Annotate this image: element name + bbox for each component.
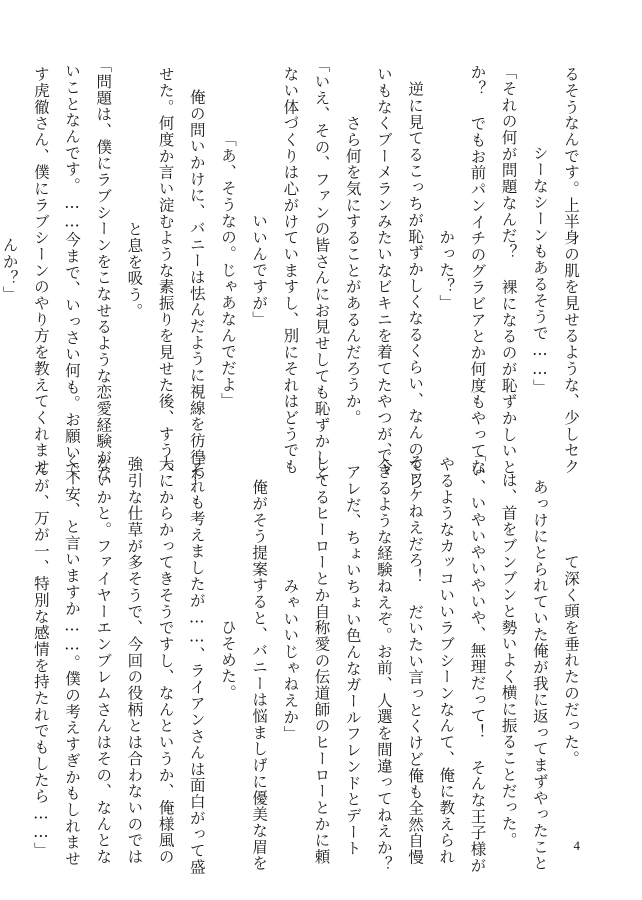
text-line: みゃいいじゃねえか」 [281,578,300,742]
text-line: て深く頭を垂れたのだった。 [562,553,580,767]
text-line: 「それの何が問題なんだ？ 裸になるのが恥ずかしいと [499,64,518,476]
text-line: と息を吸う。 [125,220,144,320]
text-line: せた。何度か言い淀むような素振りを見せた後、すうっ [156,65,175,475]
text-line: やるようなカッコいいラブシーンなんて、俺に教えられ [437,455,456,865]
text-line: 俺がそう提案すると、バニーは悩ましげに優美な眉を [250,479,269,872]
text-line: 大にからかってきそうですし、なんというか、俺様風の [156,455,175,865]
text-line: 俺の問いかけに、バニーは怯んだように視線を彷徨わ [187,89,206,482]
text-line: は、首をブンブンと勢いよく横に振ることだった。 [499,471,518,849]
text-line: す虎徹さん、僕にラブシーンのやり方を教えてくれませ [31,65,50,475]
text-line: あっけにとられていた俺が我に返ってまずやったこと [530,479,549,872]
text-line: か？ でもお前パンイチのグラビアとか何度もやってな [468,64,487,476]
lower-text-column [31,444,580,876]
text-line: さら何を気にすることがあるんだろうか。 [343,114,362,426]
text-line: してるヒーローとか自称愛の伝道師のヒーローとかに頼 [312,455,331,865]
text-line: いいんですが」 [250,212,269,328]
page-number: 4 [573,838,580,853]
text-line: 「あ、そうなの。じゃあなんでだよ」 [218,131,237,409]
text-line: シーなシーンもあるそうで……」 [530,144,549,396]
text-line: 「いえ、その、ファンの皆さんにお見せしても恥ずかしく [312,57,331,483]
text-line: るそうなんです。上半身の肌を見せるような、少しセク [562,65,580,475]
text-line: できるような経験ねえぞ。お前、人選を間違ってねえか？ [374,447,393,873]
text-line: 逆に見てるこっちが恥ずかしくなるくらい、なんのてら [406,81,425,490]
text-line: 「問題は、僕にラブシーンをこなせるような恋愛経験がな [94,57,113,483]
text-line: ない体づくりは心がけていますし、別にそれはどうでも [281,65,300,475]
text-line: んが、万が一、特別な感情を持たれでもしたら……」 [31,461,50,859]
text-line: アレだ、ちょいちょい色んなガールフレンドとデート [343,463,362,857]
text-line: 強引な仕草が多そうで、今回の役柄とは合わないのでは [125,455,144,865]
text-line: いもなくブーメランみたいなビキニを着てたやつが、今 [374,65,393,475]
text-line: んか？」 [0,237,19,303]
text-line: ひそめた。 [218,619,237,701]
text-line: く不安、と言いますか……。僕の考えすぎかもしれませ [63,453,81,867]
text-line: いことなんです。……今まで、いっさい何も。お願いで [63,63,81,477]
text-line: 「い、いやいやいやいや、無理だって！ そんな王子様が [468,446,487,874]
text-line: 「それも考えましたが……、ライアンさんは面白がって盛 [187,444,206,876]
upper-text-column [0,57,580,490]
text-line: ないかと。ファイヤーエンブレムさんはその、なんとな [94,455,113,865]
text-line: るワケねえだろ！ だいたい言っとくけど俺も全然自慢 [406,454,425,866]
text-line: かった？」 [437,229,456,311]
